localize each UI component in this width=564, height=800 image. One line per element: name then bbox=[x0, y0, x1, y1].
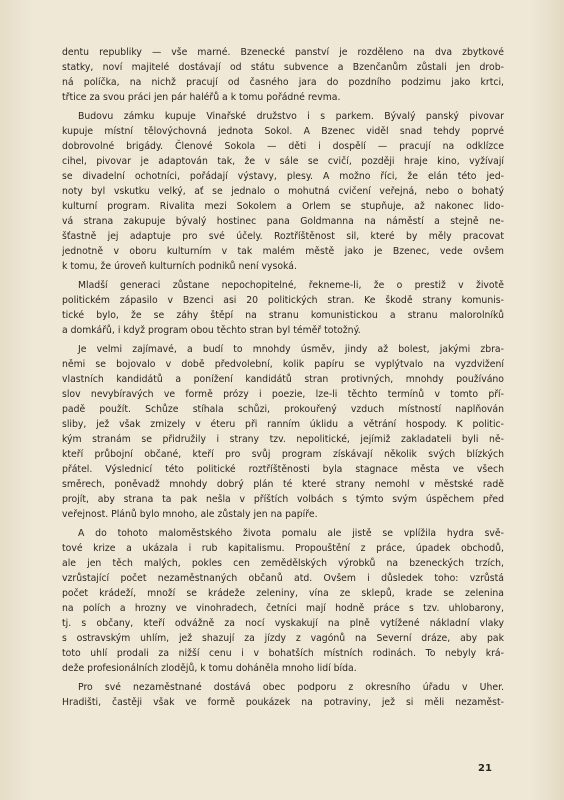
paragraph bbox=[62, 109, 504, 274]
text-line: kupuje místní tělovýchovná jednota Sokol. A Bzenec viděl snad tehdy poprvé bbox=[62, 126, 504, 137]
text-line: projít, aby strana ta pak nešla v příštích volbách s týmto svým úspěchem před bbox=[62, 494, 504, 505]
text-line: noty byl vskutku velký, ať se jednalo o mohutná cvičení veřejná, nebo o bohatý bbox=[62, 186, 504, 197]
text-line: ale jen těch malých, pokles cen zemědělských výrobků na bzeneckých trzích, bbox=[62, 558, 504, 569]
text-line: dentu republiky — vše marné. Bzenecké panství je rozděleno na dva zbytkové bbox=[62, 47, 504, 58]
text-line: tj. s občany, kteří odvážně za nocí vyskakují na plně vytížené nákladní vlaky bbox=[62, 618, 504, 629]
paragraph bbox=[62, 526, 504, 676]
text-line: sliby, jež však zmizely v éteru při ranním úklidu a větrání hospody. K politic- bbox=[62, 419, 504, 430]
text-line: kteří průbojní občané, kteří pro svůj program získávají několik svých blízkých bbox=[62, 449, 504, 460]
text-line: A do tohoto maloměstského života pomalu ale jistě se vplížila hydra svě- bbox=[78, 528, 504, 539]
text-column bbox=[62, 45, 504, 714]
text-line: Je velmi zajímavé, a budí to mnohdy úsměv, jindy až bolest, jakými zbra- bbox=[78, 344, 504, 355]
paragraph bbox=[62, 278, 504, 338]
text-line: šťastně jej adaptuje pro své účely. Roztříštěnost sil, které by měly pracovat bbox=[62, 231, 504, 242]
text-line: počet krádeží, množí se krádeže zeleniny, vína ze sklepů, krade se zelenina bbox=[62, 588, 504, 599]
text-line: na polích a hrozny ve vinohradech, četníci mají hodně práce s tzv. uhlobarony, bbox=[62, 603, 504, 614]
text-line: ná políčka, na nichž pracují od časného jara do pozdního podzimu jako krtci, bbox=[62, 77, 504, 88]
text-line: směrech, poněvadž mnohdy dobrý plán té které strany nemohl v městské radě bbox=[62, 479, 504, 490]
text-line: statky, noví majitelé dostávají od státu subvence a Bzenčanům zůstali jen drob- bbox=[62, 62, 504, 73]
text-line: k tomu, že úroveň kulturních podniků není vysoká. bbox=[62, 261, 297, 272]
paragraph bbox=[62, 680, 504, 710]
text-line: kulturní program. Rivalita mezi Sokolem a Orlem se stupňuje, až nakonec lido- bbox=[62, 201, 504, 212]
text-line: vlastních kandidátů a ponížení kandidátů stran protivných, mnohdy používáno bbox=[62, 374, 504, 385]
text-line: Budovu zámku kupuje Vinařské družstvo i s parkem. Bývalý panský pivovar bbox=[78, 111, 504, 122]
text-line: dobrovolné brigády. Členové Sokola — děti i dospělí — pracují na odklízce bbox=[62, 141, 504, 152]
text-line: s ostravským uhlím, jež shazují za jízdy z vagónů na Severní dráze, aby pak bbox=[62, 633, 504, 644]
text-line: vá strana zakupuje bývalý hostinec pana Goldmanna na náměstí a stejně ne- bbox=[62, 216, 504, 227]
page-number: 21 bbox=[478, 763, 492, 774]
text-line: padě použít. Schůze stíhala schůzi, prokouřený vzduch místností naplňován bbox=[62, 404, 504, 415]
text-line: Hradišti, častěji však ve formě poukázek na potraviny, jež si měli nezaměst- bbox=[62, 697, 504, 708]
text-line: vzrůstající počet nezaměstnaných občanů atd. Ovšem i důsledek toho: vzrůstá bbox=[62, 573, 504, 584]
text-line: slov nevybíravých ve formě prózy i poezie, lze-li těchto termínů v tomto pří- bbox=[62, 389, 504, 400]
text-line: toto uhlí prodali za nižší cenu i v bohatších místních rodinách. To nebyly krá- bbox=[62, 648, 504, 659]
text-line: kým stranám se přidružily i strany tzv. nepolitické, jejímiž zakladateli byli ně- bbox=[62, 434, 504, 445]
text-line: Pro své nezaměstnané dostává obec podporu z okresního úřadu v Uher. bbox=[78, 682, 504, 693]
paragraph bbox=[62, 45, 504, 105]
text-line: Mladší generaci zůstane nepochopitelné, řekneme-li, že o prestiž v životě bbox=[78, 280, 504, 291]
paragraph bbox=[62, 342, 504, 522]
text-line: přátel. Výslednicí této politické roztříštěnosti byla stagnace města ve všech bbox=[62, 464, 504, 475]
text-line: tové krize a ukázala i rub kapitalismu. Propouštění z práce, úpadek obchodů, bbox=[62, 543, 504, 554]
text-line: tické bylo, že se záhy štěpí na stranu komunistickou a stranu malorolníků bbox=[62, 310, 504, 321]
text-line: třtice za svou práci jen pár haléřů a k tomu pořádné revma. bbox=[62, 92, 341, 103]
text-line: se divadelní ochotníci, pořádají výstavy, plesy. A možno říci, že elán této jed- bbox=[62, 171, 504, 182]
text-line: jednotně v oboru kulturním v tak malém městě jako je Bzenec, vede ovšem bbox=[62, 246, 504, 257]
text-line: veřejnost. Plánů bylo mnoho, ale zůstaly jen na papíře. bbox=[62, 509, 318, 520]
text-line: němi se bojovalo v době předvolební, kolik papíru se vyplýtvalo na vyzdvižení bbox=[62, 359, 504, 370]
text-line: politickém zápasilo v Bzenci asi 20 politických stran. Ke škodě strany komunis- bbox=[62, 295, 504, 306]
text-line: cihel, pivovar je adaptován tak, že v sále se cvičí, později hraje kino, vyžívají bbox=[62, 156, 504, 167]
text-line: a domkářů, i když program obou těchto stran byl téměř totožný. bbox=[62, 325, 361, 336]
text-line: deže profesionálních zlodějů, k tomu doháněla mnoho lidí bída. bbox=[62, 663, 357, 674]
